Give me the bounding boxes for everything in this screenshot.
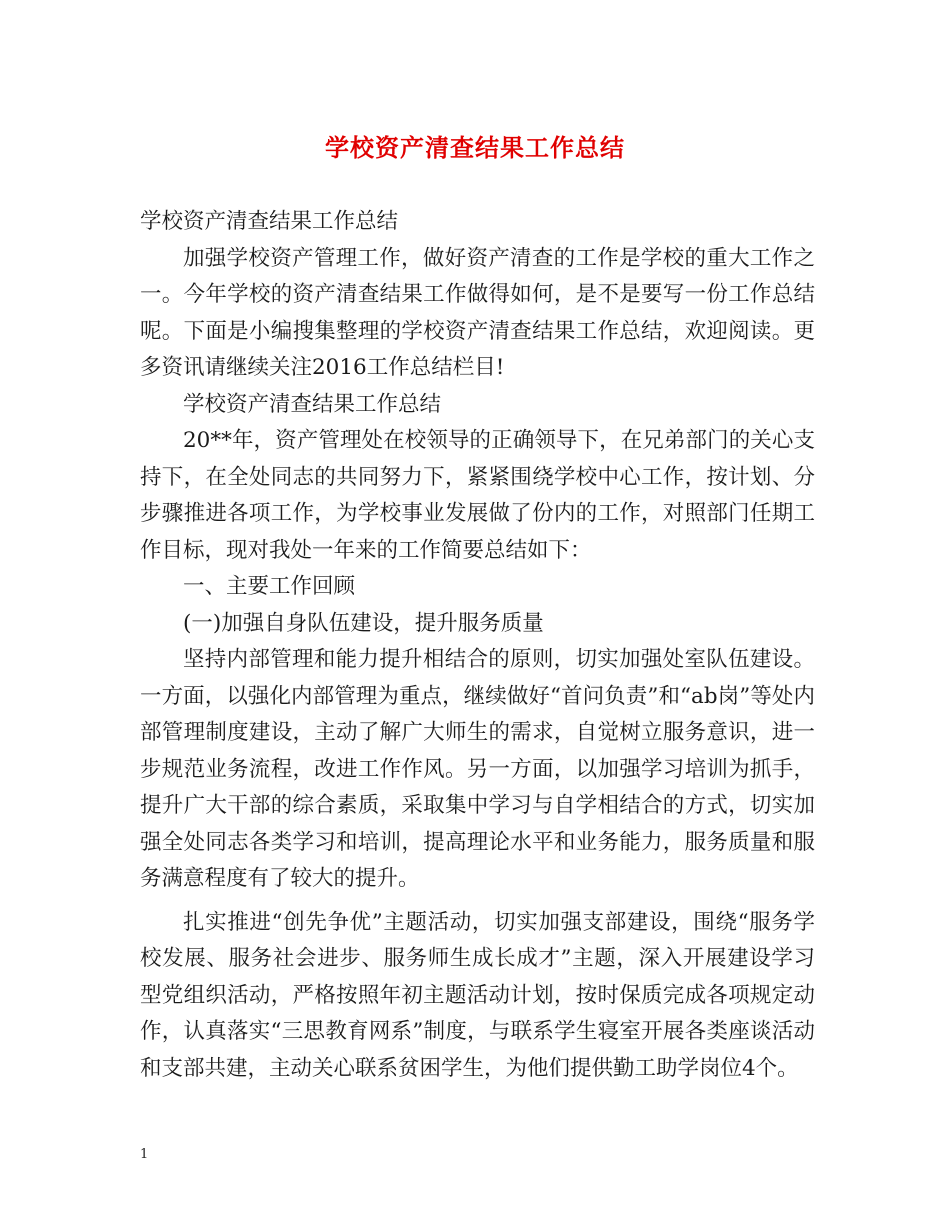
activity-paragraph: 扎实推进“创先争优”主题活动，切实加强支部建设，围绕“服务学校发展、服务社会进步、服务师生成长成才”主题，深入开展建设学习型党组织活动，严格按照年初主题活动计划，按时保质完成各项规定动作，认真落实“三思教育网系”制度，与联系学生寝室开展各类座谈活动和支部共建，主动关心联系贫困学生，为他们提供勤工助学岗位4个。: [140, 909, 815, 1081]
page-number: 1: [140, 1147, 149, 1162]
team-building-paragraph: 坚持内部管理和能力提升相结合的原则，切实加强处室队伍建设。一方面，以强化内部管理为重点，继续做好“首问负责”和“ab岗”等处内部管理制度建设，主动了解广大师生的需求，自觉树立服务意识，进一步规范业务流程，改进工作作风。另一方面，以加强学习培训为抓手，提升广大干部的综合素质，采取集中学习与自学相结合的方式，切实加强全处同志各类学习和培训，提高理论水平和业务能力，服务质量和服务满意程度有了较大的提升。: [140, 647, 815, 891]
subsection-heading: (一)加强自身队伍建设，提升服务质量: [183, 610, 544, 636]
main-review-heading: 一、主要工作回顾: [183, 574, 356, 599]
document-body: [140, 204, 815, 1087]
section-heading-paragraph: 学校资产清查结果工作总结: [183, 391, 442, 417]
subtitle-paragraph: 学校资产清查结果工作总结: [140, 209, 399, 234]
intro-paragraph: 加强学校资产管理工作，做好资产清查的工作是学校的重大工作之一。今年学校的资产清查结果工作做得如何，是不是要写一份工作总结呢。下面是小编搜集整理的学校资产清查结果工作总结，欢迎阅读。更多资讯请继续关注2016工作总结栏目!: [140, 245, 815, 380]
overview-paragraph: 20**年，资产管理处在校领导的正确领导下，在兄弟部门的关心支持下，在全处同志的共同努力下，紧紧围绕学校中心工作，按计划、分步骤推进各项工作，为学校事业发展做了份内的工作，对照部门任期工作目标，现对我处一年来的工作简要总结如下：: [140, 428, 815, 563]
document-title: 学校资产清查结果工作总结: [325, 133, 625, 162]
